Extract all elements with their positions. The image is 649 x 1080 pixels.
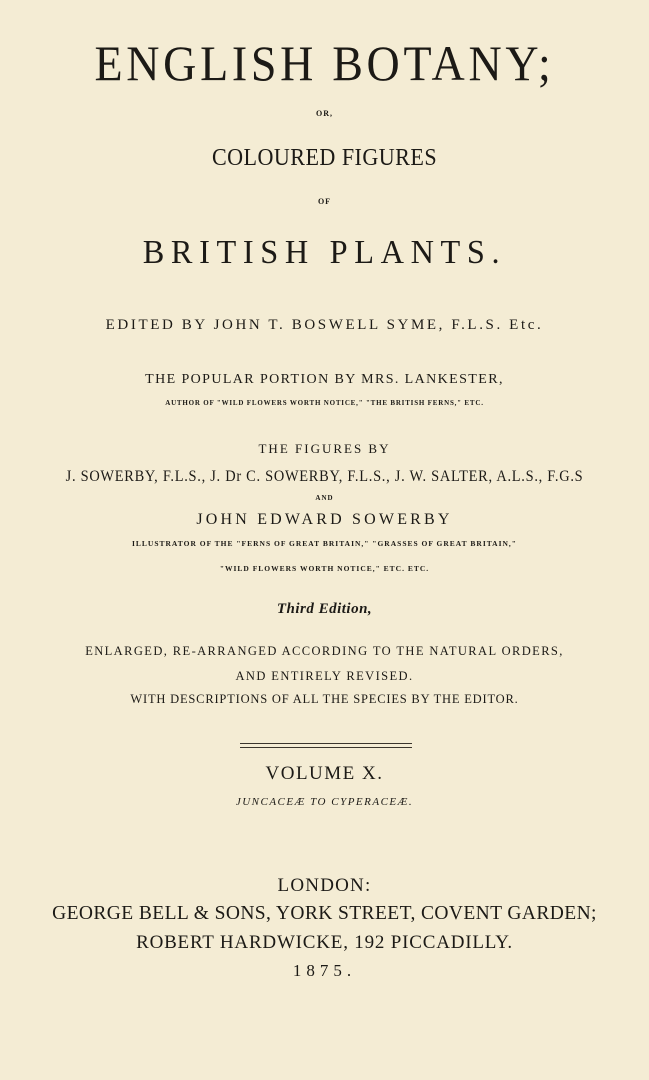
or-connector: OR,	[316, 109, 333, 118]
divider-rule-top	[240, 743, 412, 744]
publication-year: 1875.	[292, 961, 357, 980]
publisher-line-1: GEORGE BELL & SONS, YORK STREET, COVENT GARDEN;	[52, 903, 597, 924]
publisher-line-2: ROBERT HARDWICKE, 192 PICCADILLY.	[136, 932, 513, 953]
divider-rule-bottom	[240, 747, 412, 748]
illustrator-name: JOHN EDWARD SOWERBY	[196, 511, 453, 528]
book-title: ENGLISH BOTANY;	[94, 35, 555, 91]
enlarged-line: ENLARGED, RE-ARRANGED ACCORDING TO THE NATURAL ORDERS,	[85, 644, 564, 658]
popular-portion-line: THE POPULAR PORTION BY MRS. LANKESTER,	[145, 372, 504, 387]
of-connector: OF	[317, 197, 332, 206]
volume-number: VOLUME X.	[265, 763, 384, 784]
illustrator-credits-1: ILLUSTRATOR OF THE "FERNS OF GREAT BRITAIN," "GRASSES OF GREAT BRITAIN,"	[132, 539, 517, 548]
city-line: LONDON:	[277, 875, 372, 896]
figures-by-heading: THE FIGURES BY	[258, 441, 391, 456]
artists-line: J. SOWERBY, F.L.S., J. Dr C. SOWERBY, F.L.S., J. W. SALTER, A.L.S., F.G.S	[65, 468, 584, 485]
subtitle-british-plants: BRITISH PLANTS.	[142, 234, 507, 271]
and-connector: AND	[315, 494, 334, 502]
author-of-line: AUTHOR OF "WILD FLOWERS WORTH NOTICE," "THE BRITISH FERNS," ETC.	[165, 399, 484, 407]
edition-line: Third Edition,	[276, 601, 373, 617]
descriptions-line: WITH DESCRIPTIONS OF ALL THE SPECIES BY THE EDITOR.	[130, 692, 519, 706]
illustrator-credits-2: "WILD FLOWERS WORTH NOTICE," ETC. ETC.	[219, 564, 430, 573]
editor-line: EDITED BY JOHN T. BOSWELL SYME, F.L.S. Etc.	[105, 317, 544, 333]
volume-subtitle: JUNCACEÆ TO CYPERACEÆ.	[235, 796, 414, 808]
revised-line: AND ENTIRELY REVISED.	[235, 669, 414, 683]
subtitle-coloured-figures: COLOURED FIGURES	[211, 145, 438, 171]
